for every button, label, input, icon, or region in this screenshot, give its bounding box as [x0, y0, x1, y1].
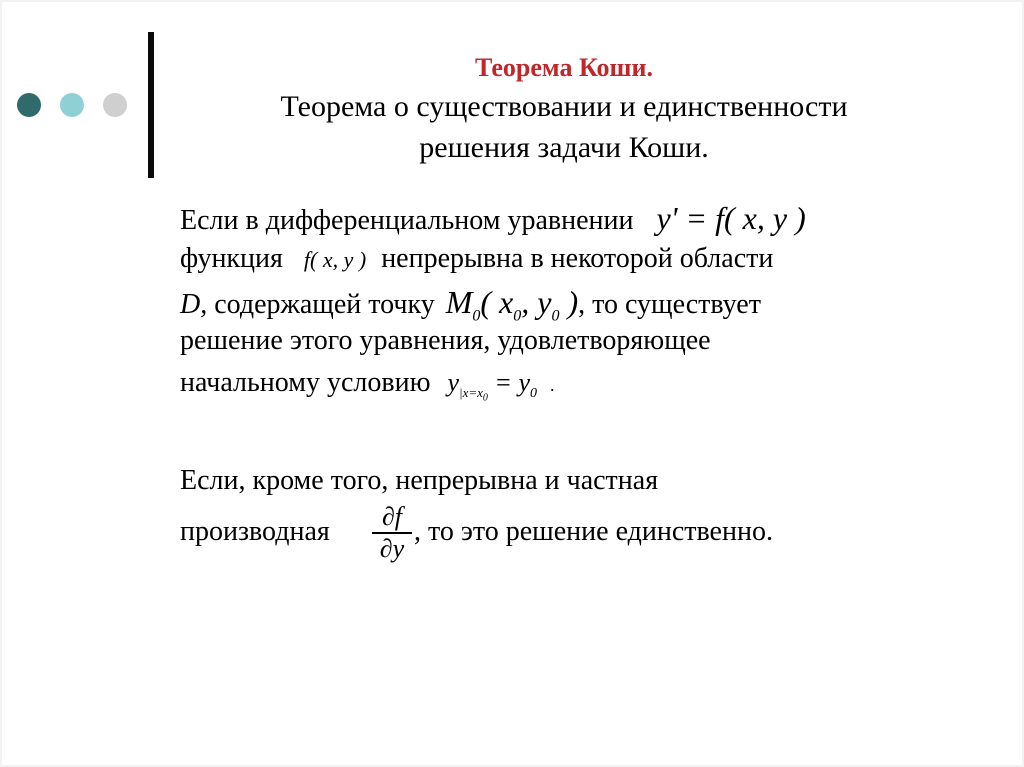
p2-line-2-prefix-wrap — [180, 516, 330, 548]
frac-numerator: ∂f — [381, 502, 403, 531]
subtitle-line-1: Теорема о существовании и единственности — [280, 90, 848, 123]
p1-line-3-suffix: , то существует — [578, 289, 761, 320]
ic-eq: = y — [487, 368, 531, 397]
p2-line-1 — [180, 465, 658, 497]
p2-line-2-suffix-wrap — [414, 516, 773, 548]
formula-open: ( x — [480, 284, 514, 320]
ic-sub-2: 0 — [530, 386, 538, 402]
formula-initial-condition — [447, 368, 538, 404]
formula-M: M — [445, 284, 473, 320]
p1-line-5-text: начальному условию — [180, 367, 431, 398]
formula-mid: , y — [521, 284, 552, 320]
ic-sub-text: |x=x — [459, 385, 483, 401]
subtitle-line-2: решения задачи Коши. — [419, 131, 709, 164]
frac-denominator: ∂y — [379, 534, 405, 563]
formula-close: ) — [559, 284, 579, 320]
p2-line-2-prefix: производная — [180, 516, 330, 547]
ic-y: y — [447, 368, 460, 397]
ic-sub-0: 0 — [482, 392, 488, 404]
formula-ode: y' = f( x, y ) — [656, 200, 806, 236]
p1-line-3-text: содержащей точку — [214, 289, 435, 320]
formula-point-M0 — [445, 284, 579, 325]
decor-dot-2 — [60, 93, 84, 117]
partial-derivative-fraction — [372, 502, 412, 564]
p1-line-4 — [180, 325, 711, 357]
p1-line-1-text: Если в дифференциальном уравнении — [180, 205, 634, 236]
formula-fxy: f( x, y ) — [303, 247, 367, 272]
title-block — [160, 50, 968, 168]
formula-x-sub: 0 — [513, 307, 522, 325]
p1-line-5-dot: . — [550, 375, 555, 395]
domain-D: D, — [180, 289, 208, 320]
formula-M-sub: 0 — [472, 307, 481, 325]
p1-line-1 — [180, 200, 806, 237]
formula-y-sub: 0 — [551, 307, 560, 325]
decor-vertical-bar — [148, 32, 154, 178]
p2-line-2-suffix: , то это решение единственно. — [414, 516, 773, 547]
ic-sub — [459, 385, 488, 404]
decor-dot-1 — [17, 93, 41, 117]
p1-line-2-prefix: функция — [180, 243, 283, 274]
decor-dot-3 — [103, 93, 127, 117]
p1-line-3 — [180, 284, 761, 325]
p1-line-5 — [180, 367, 555, 404]
p1-line-2-suffix: непрерывна в некоторой области — [381, 243, 774, 274]
p1-line-2 — [180, 243, 773, 275]
p2-line-1-text: Если, кроме того, непрерывна и частная — [180, 465, 659, 496]
slide-title: Теорема Коши. — [475, 53, 653, 82]
p1-line-4-text: решение этого уравнения, удовлетворяющее — [180, 325, 711, 356]
